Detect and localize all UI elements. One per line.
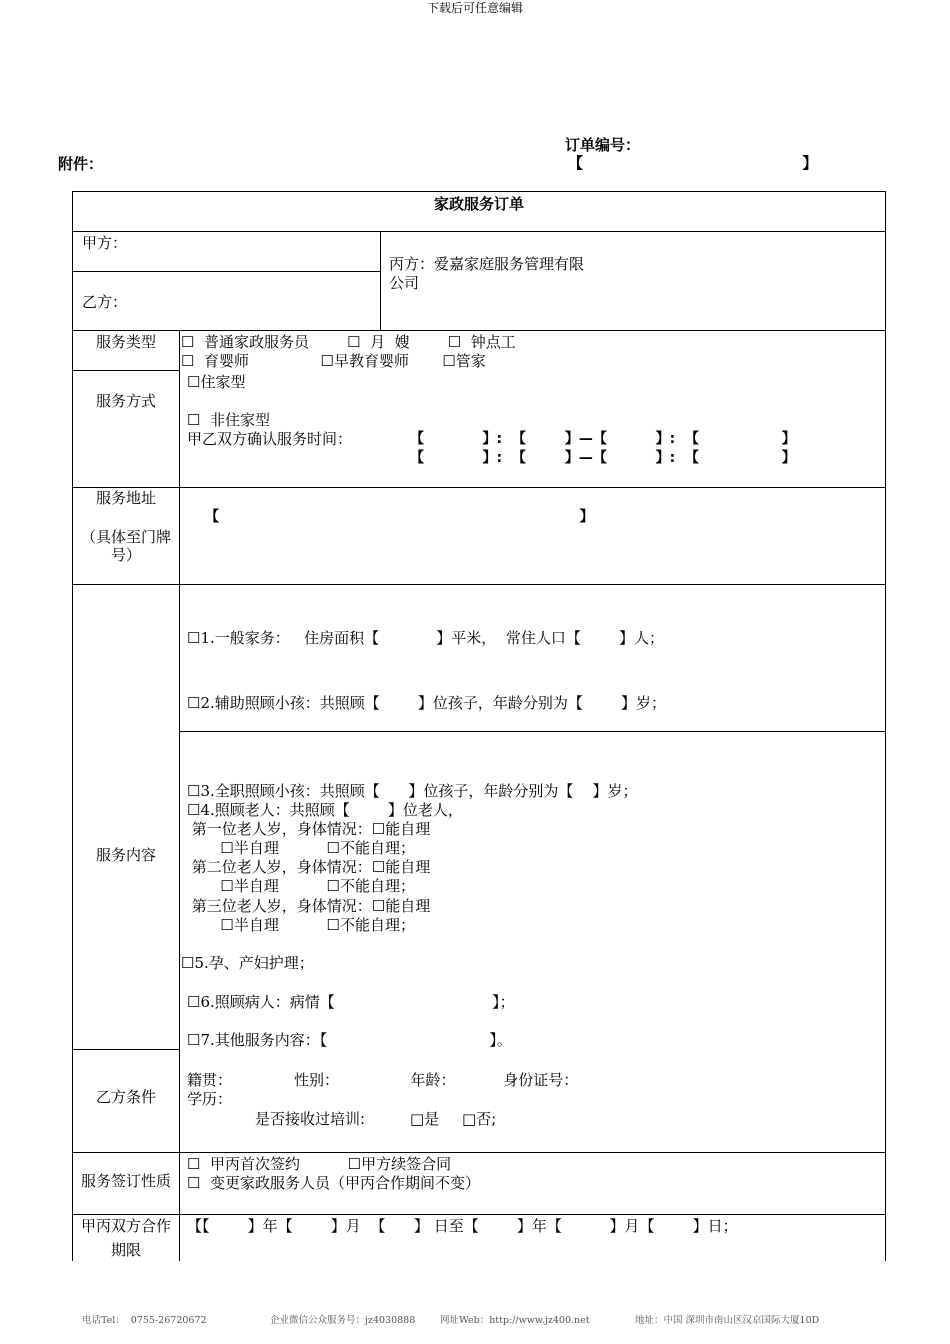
content-item-patient[interactable]: ☐6.照顾病人：病情【 】； bbox=[187, 993, 515, 1011]
period-dates-field[interactable]: 【【 】年【 】月 【 】 日至【 】年【 】月【 】日； bbox=[187, 1217, 738, 1235]
footer-address: 地址：中国 深圳市南山区汉京国际大厦10D bbox=[635, 1315, 820, 1326]
content-item-elderly[interactable]: ☐4.照顾老人：共照顾【 】位老人， bbox=[187, 801, 463, 819]
party-c-name-cont: 公司 bbox=[389, 274, 420, 292]
footer-wechat: 企业微信公众服务号：jz4030888 bbox=[270, 1315, 416, 1326]
service-content-label: 服务内容 bbox=[95, 846, 156, 864]
sign-nature-label: 服务签订性质 bbox=[80, 1172, 171, 1190]
footer-web: 网址Web：http://www.jz400.net bbox=[440, 1315, 590, 1326]
service-type-options-row1[interactable]: ☐ 普通家政服务员 ☐ 月 嫂 ☐ 钟点工 bbox=[181, 333, 516, 351]
party-b-field[interactable]: 乙方： bbox=[82, 293, 128, 311]
elder2-condition[interactable]: 第二位老人岁，身体情况：☐能自理 bbox=[187, 858, 431, 876]
content-item-housework[interactable]: ☐1.一般家务： 住房面积【 】平米， 常住人口【 】人； bbox=[187, 629, 664, 647]
non-live-in-checkbox[interactable]: ☐ 非住家型 bbox=[187, 411, 270, 429]
elder3-condition[interactable]: 第三位老人岁，身体情况：☐能自理 bbox=[187, 897, 431, 915]
elder3-condition-cont[interactable]: ☐半自理 ☐不能自理； bbox=[187, 916, 415, 934]
address-label-note: （具体至门牌 bbox=[80, 528, 171, 546]
live-in-checkbox[interactable]: ☐住家型 bbox=[187, 373, 246, 391]
header-note: 下载后可任意编辑 bbox=[426, 1, 523, 15]
address-field[interactable]: 【 】 bbox=[205, 509, 594, 525]
address-label: 服务地址 bbox=[95, 489, 156, 507]
content-item-child-assist[interactable]: ☐2.辅助照顾小孩：共照顾【 】位孩子，年龄分别为【 】岁； bbox=[187, 694, 667, 712]
training-no-checkbox[interactable]: □否; bbox=[462, 1110, 497, 1128]
content-item-maternity[interactable]: ☐5.孕、产妇护理； bbox=[181, 954, 314, 972]
party-b-info-fields[interactable]: 籍贯： 性别： 年龄： 身份证号： bbox=[187, 1071, 579, 1089]
period-label-cont: 期限 bbox=[110, 1241, 141, 1259]
party-a-field[interactable]: 甲方： bbox=[82, 234, 128, 252]
sign-nature-options-row1[interactable]: ☐ 甲丙首次签约 ☐甲方续签合同 bbox=[187, 1155, 452, 1173]
party-c-name: 丙方：爱嘉家庭服务管理有限 bbox=[389, 255, 585, 273]
elder1-condition[interactable]: 第一位老人岁，身体情况：☐能自理 bbox=[187, 820, 431, 838]
elder1-condition-cont[interactable]: ☐半自理 ☐不能自理； bbox=[187, 839, 415, 857]
order-no-field[interactable]: 【 】 bbox=[568, 154, 818, 172]
party-b-conditions-label: 乙方条件 bbox=[95, 1088, 156, 1106]
content-item-child-fulltime[interactable]: ☐3.全职照顾小孩：共照顾【 】位孩子，年龄分别为【 】岁； bbox=[187, 782, 638, 800]
training-label: 是否接收过培训: bbox=[255, 1110, 366, 1128]
attachment-label: 附件： bbox=[58, 155, 104, 173]
footer-tel: 电话Tel： 0755-26720672 bbox=[82, 1315, 207, 1326]
service-mode-label: 服务方式 bbox=[95, 392, 156, 410]
sign-nature-options-row2[interactable]: ☐ 变更家政服务人员（甲丙合作期间不变） bbox=[187, 1174, 480, 1192]
service-time-row1[interactable]: 【 】: 【 】—【 】: 【 】 bbox=[410, 431, 796, 447]
order-no-label: 订单编号： bbox=[565, 136, 641, 154]
content-item-other[interactable]: ☐7.其他服务内容：【 】。 bbox=[187, 1031, 512, 1049]
service-type-label: 服务类型 bbox=[95, 333, 156, 351]
education-field[interactable]: 学历： bbox=[187, 1090, 233, 1108]
service-time-label: 甲乙双方确认服务时间： bbox=[187, 430, 353, 448]
training-yes-checkbox[interactable]: □是 bbox=[410, 1110, 440, 1128]
period-label: 甲丙双方合作 bbox=[80, 1217, 171, 1235]
elder2-condition-cont[interactable]: ☐半自理 ☐不能自理； bbox=[187, 877, 415, 895]
service-time-row2[interactable]: 【 】: 【 】—【 】: 【 】 bbox=[410, 450, 796, 466]
form-title: 家政服务订单 bbox=[433, 195, 524, 213]
address-label-note-cont: 号） bbox=[110, 546, 141, 564]
service-type-options-row2[interactable]: ☐ 育婴师 ☐早教育婴师 ☐管家 bbox=[181, 352, 486, 370]
